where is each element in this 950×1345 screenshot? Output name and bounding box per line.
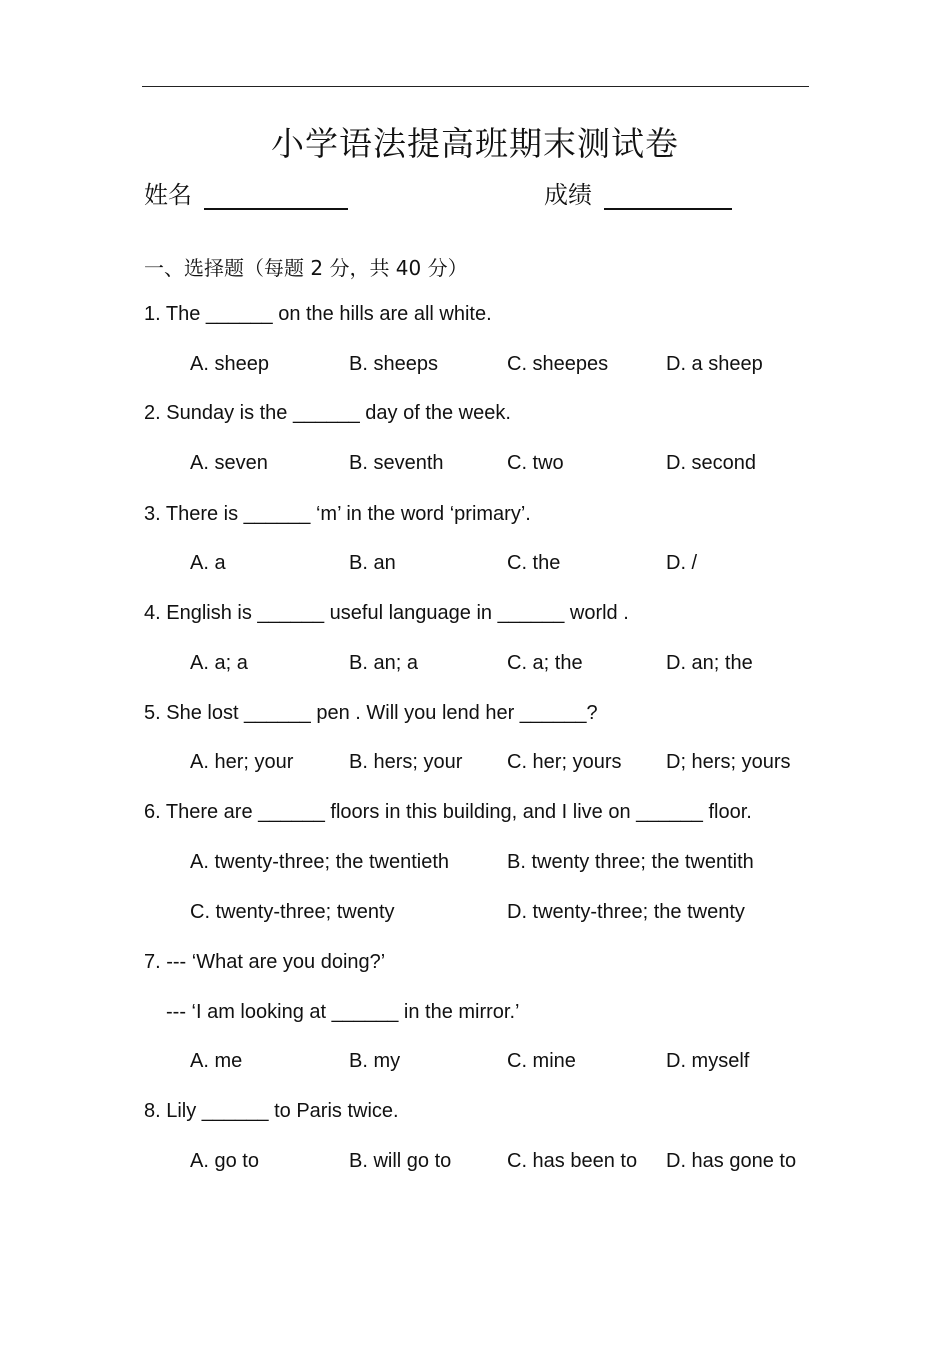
question-7-reply: --- ‘I am looking at ______ in the mirror.’ (166, 1001, 520, 1023)
option-8a[interactable]: A. go to (190, 1150, 259, 1172)
option-2a[interactable]: A. seven (190, 452, 268, 474)
question-4: 4. English is ______ useful language in ______ world . (144, 602, 629, 624)
option-3b[interactable]: B. an (349, 552, 396, 574)
option-5a[interactable]: A. her; your (190, 751, 294, 773)
option-6a[interactable]: A. twenty-three; the twentieth (190, 851, 450, 873)
option-8d[interactable]: D. has gone to (666, 1150, 797, 1172)
option-5b[interactable]: B. hers; your (349, 751, 463, 773)
option-5c[interactable]: C. her; yours (507, 751, 622, 773)
score-field (544, 175, 732, 210)
option-6d[interactable]: D. twenty-three; the twenty (507, 901, 745, 923)
question-6: 6. There are ______ floors in this building, and I live on ______ floor. (144, 801, 752, 823)
option-7d[interactable]: D. myself (666, 1050, 750, 1072)
option-2b[interactable]: B. seventh (349, 452, 444, 474)
option-6b[interactable]: B. twenty three; the twentith (507, 851, 754, 873)
option-2c[interactable]: C. two (507, 452, 564, 474)
option-4d[interactable]: D. an; the (666, 652, 753, 674)
question-1: 1. The ______ on the hills are all white. (144, 303, 492, 325)
option-4a[interactable]: A. a; a (190, 652, 248, 674)
name-label: 姓名 (144, 181, 192, 209)
option-6c[interactable]: C. twenty-three; twenty (190, 901, 395, 923)
question-8: 8. Lily ______ to Paris twice. (144, 1100, 399, 1122)
header-rule (142, 86, 809, 87)
option-7b[interactable]: B. my (349, 1050, 401, 1072)
option-7a[interactable]: A. me (190, 1050, 243, 1072)
question-2: 2. Sunday is the ______ day of the week. (144, 402, 511, 424)
question-5: 5. She lost ______ pen . Will you lend her ______? (144, 702, 598, 724)
option-3d[interactable]: D. / (666, 552, 698, 574)
option-5d[interactable]: D; hers; yours (666, 751, 791, 773)
option-1a[interactable]: A. sheep (190, 353, 269, 375)
option-7c[interactable]: C. mine (507, 1050, 576, 1072)
option-4c[interactable]: C. a; the (507, 652, 583, 674)
question-7: 7. --- ‘What are you doing?’ (144, 951, 386, 973)
option-2d[interactable]: D. second (666, 452, 757, 474)
option-8c[interactable]: C. has been to (507, 1150, 638, 1172)
option-1c[interactable]: C. sheepes (507, 353, 609, 375)
score-blank[interactable] (604, 182, 732, 210)
name-field (144, 175, 348, 210)
option-4b[interactable]: B. an; a (349, 652, 418, 674)
option-3c[interactable]: C. the (507, 552, 561, 574)
option-1b[interactable]: B. sheeps (349, 353, 438, 375)
score-label: 成绩 (544, 181, 592, 209)
option-1d[interactable]: D. a sheep (666, 353, 763, 375)
name-blank[interactable] (204, 182, 348, 210)
option-3a[interactable]: A. a (190, 552, 226, 574)
question-3: 3. There is ______ ‘m’ in the word ‘primary’. (144, 503, 531, 525)
section-heading: 一、选择题（每题 2 分，共 40 分） (144, 256, 468, 280)
option-8b[interactable]: B. will go to (349, 1150, 452, 1172)
page-title: 小学语法提高班期末测试卷 (271, 124, 679, 163)
